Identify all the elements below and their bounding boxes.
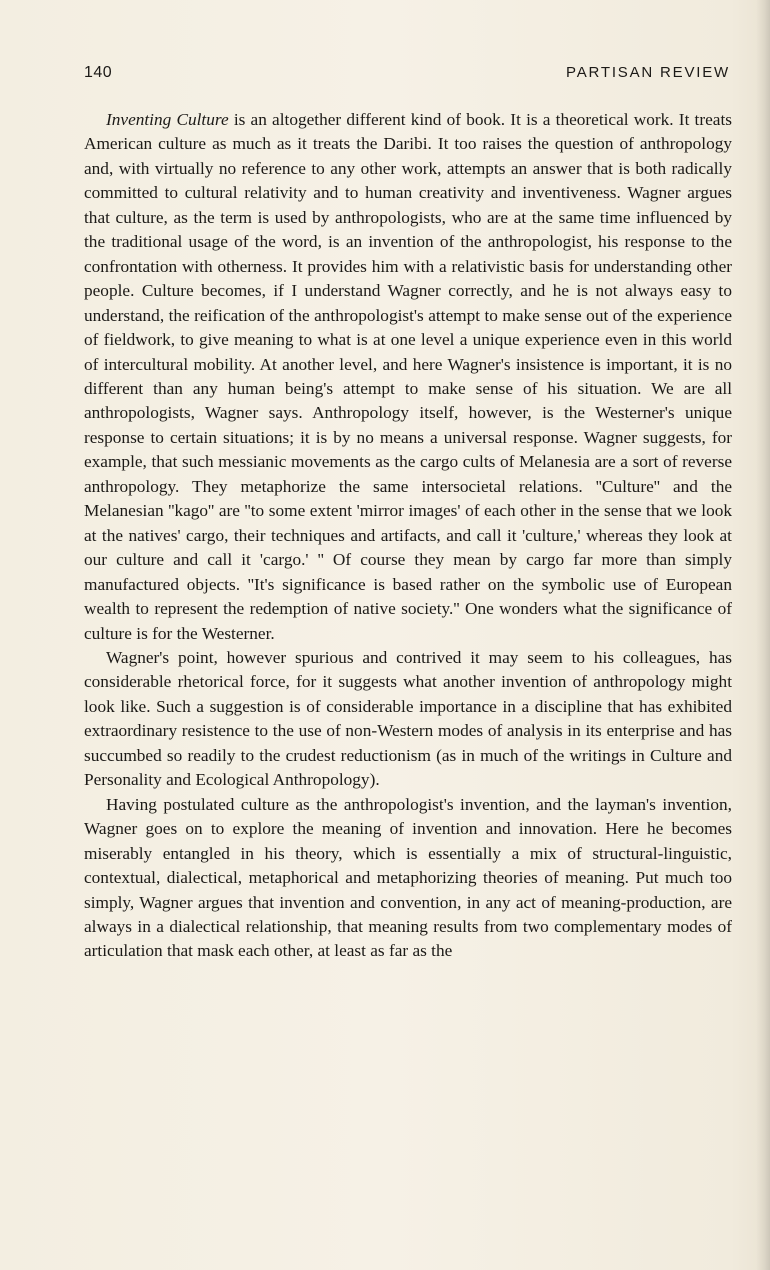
page-edge-shadow	[756, 0, 770, 1270]
running-head	[84, 64, 730, 86]
paragraph-2: Wagner's point, however spurious and contrived it may seem to his colleagues, has considerable rhetorical force, for it suggests what another invention of anthropology might look like. Such a suggestion is of considerable importance in a discipline that has exhibited extraordinary resistence to the use of non-Western modes of analysis in its enterprise and has succumbed so readily to the crudest reductionism (as in much of the writings in Culture and Personality and Ecological Anthropology).	[84, 647, 732, 790]
journal-title: PARTISAN REVIEW	[566, 64, 730, 81]
paragraph-3: Having postulated culture as the anthropologist's invention, and the layman's invention, Wagner goes on to explore the meaning of invention and innovation. Here he becomes miserably entangled in his theory, which is essentially a mix of structural-linguistic, contextual, dialectical, metaphorical and metaphorizing theories of meaning. Put much too simply, Wagner argues that invention and convention, in any act of meaning-production, are always in a dialectical relationship, that meaning results from two complementary modes of articulation that mask each other, at least as far as the	[84, 794, 732, 961]
page-number: 140	[84, 64, 113, 81]
paragraph-1-text: is an altogether different kind of book. It is a theoretical work. It treats American culture as much as it treats the Daribi. It too raises the question of anthropology and, with virtually no reference to any other work, attempts an answer that is both radically committed to cultural relativity and to human creativity and inventiveness. Wagner argues that culture, as the term is used by anthropologists, who are at the same time influenced by the traditional usage of the word, is an invention of the anthropologist, his response to the confrontation with otherness. It provides him with a relativistic basis for understanding other people. Culture becomes, if I understand Wagner correctly, and he is not always easy to understand, the reification of the anthropologist's attempt to make sense out of the experience of fieldwork, to give meaning to what is at one level a unique experience even in this world of intercultural mobility. At another level, and here Wagner's insistence is important, it is no different than any human being's attempt to make sense of his situation. We are all anthropologists, Wagner says. Anthropology itself, however, is the Westerner's unique response to certain situations; it is by no means a universal response. Wagner suggests, for example, that such messianic movements as the cargo cults of Melanesia are a sort of reverse anthropology. They metaphorize the same intersocietal relations. ''Culture'' and the Melanesian ''kago'' are ''to some extent 'mirror images' of each other in the sense that we look at the natives' cargo, their techniques and artifacts, and call it 'culture,' whereas they look at our culture and call it 'cargo.' '' Of course they mean by cargo far more than simply manufactured objects. ''It's significance is based rather on the symbolic use of European wealth to represent the redemption of native society.'' One wonders what the significance of culture is for the Westerner.	[84, 110, 732, 643]
book-title: Inventing Culture	[106, 110, 229, 129]
paragraph-1	[84, 108, 732, 646]
article-body	[84, 108, 732, 964]
